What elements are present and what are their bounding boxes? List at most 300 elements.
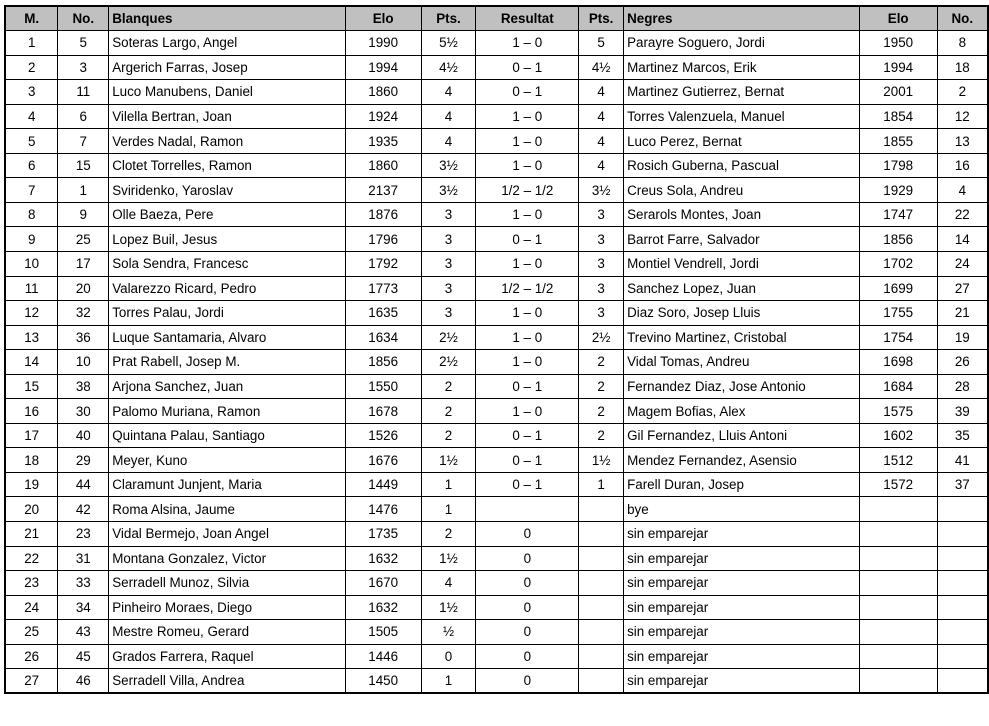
table-row: [5, 620, 988, 645]
black-number-cell: [937, 546, 988, 571]
white-elo-cell: 1994: [345, 55, 421, 80]
board-number-cell: 11: [5, 276, 58, 301]
black-number-cell: [937, 669, 988, 694]
result-cell: 1/2 – 1/2: [476, 276, 579, 301]
white-points-cell: 4: [421, 571, 476, 596]
white-number-cell: 38: [58, 374, 109, 399]
black-player-cell: Creus Sola, Andreu: [624, 178, 860, 203]
white-number-cell: 44: [58, 472, 109, 497]
black-points-cell: 2: [579, 399, 624, 424]
header-row: [5, 6, 988, 31]
table-row: [5, 399, 988, 424]
header-result: Resultat: [476, 6, 579, 31]
white-elo-cell: 1505: [345, 620, 421, 645]
white-player-cell: Quintana Palau, Santiago: [109, 423, 346, 448]
result-cell: 1 – 0: [476, 301, 579, 326]
white-number-cell: 6: [58, 104, 109, 129]
result-cell: 1 – 0: [476, 399, 579, 424]
black-points-cell: 1: [579, 472, 624, 497]
white-number-cell: 32: [58, 301, 109, 326]
white-points-cell: 3: [421, 202, 476, 227]
white-number-cell: 30: [58, 399, 109, 424]
black-points-cell: 1½: [579, 448, 624, 473]
white-elo-cell: 1526: [345, 423, 421, 448]
board-number-cell: 3: [5, 80, 58, 105]
white-number-cell: 40: [58, 423, 109, 448]
black-points-cell: [579, 546, 624, 571]
result-cell: 1/2 – 1/2: [476, 178, 579, 203]
white-number-cell: 23: [58, 521, 109, 546]
black-number-cell: 41: [937, 448, 988, 473]
result-cell: 0 – 1: [476, 227, 579, 252]
board-number-cell: 6: [5, 153, 58, 178]
header-no-white: No.: [58, 6, 109, 31]
black-points-cell: 4: [579, 104, 624, 129]
white-number-cell: 5: [58, 31, 109, 56]
black-number-cell: 14: [937, 227, 988, 252]
table-row: [5, 669, 988, 694]
white-points-cell: 1½: [421, 595, 476, 620]
black-player-cell: Fernandez Diaz, Jose Antonio: [624, 374, 860, 399]
header-elo-white: Elo: [345, 6, 421, 31]
board-number-cell: 2: [5, 55, 58, 80]
table-row: [5, 31, 988, 56]
black-elo-cell: [859, 521, 937, 546]
result-cell: 1 – 0: [476, 104, 579, 129]
header-elo-black: Elo: [859, 6, 937, 31]
result-cell: 1 – 0: [476, 251, 579, 276]
table-row: [5, 55, 988, 80]
white-elo-cell: 1735: [345, 521, 421, 546]
black-player-cell: bye: [624, 497, 860, 522]
result-cell: 1 – 0: [476, 31, 579, 56]
black-points-cell: 4: [579, 153, 624, 178]
black-number-cell: 16: [937, 153, 988, 178]
black-player-cell: Gil Fernandez, Lluis Antoni: [624, 423, 860, 448]
black-number-cell: 24: [937, 251, 988, 276]
white-player-cell: Sola Sendra, Francesc: [109, 251, 346, 276]
black-elo-cell: 1798: [859, 153, 937, 178]
white-elo-cell: 1990: [345, 31, 421, 56]
board-number-cell: 13: [5, 325, 58, 350]
black-points-cell: 2: [579, 374, 624, 399]
black-player-cell: Mendez Fernandez, Asensio: [624, 448, 860, 473]
table-row: [5, 350, 988, 375]
black-number-cell: [937, 571, 988, 596]
white-elo-cell: 1450: [345, 669, 421, 694]
black-points-cell: 4: [579, 129, 624, 154]
white-player-cell: Torres Palau, Jordi: [109, 301, 346, 326]
black-elo-cell: [859, 644, 937, 669]
white-number-cell: 43: [58, 620, 109, 645]
result-cell: 0 – 1: [476, 80, 579, 105]
table-row: [5, 448, 988, 473]
black-points-cell: 2½: [579, 325, 624, 350]
black-points-cell: 5: [579, 31, 624, 56]
black-player-cell: Magem Bofias, Alex: [624, 399, 860, 424]
black-number-cell: 8: [937, 31, 988, 56]
white-player-cell: Olle Baeza, Pere: [109, 202, 346, 227]
board-number-cell: 26: [5, 644, 58, 669]
black-elo-cell: 1684: [859, 374, 937, 399]
board-number-cell: 5: [5, 129, 58, 154]
black-number-cell: 13: [937, 129, 988, 154]
white-player-cell: Prat Rabell, Josep M.: [109, 350, 346, 375]
black-player-cell: Sanchez Lopez, Juan: [624, 276, 860, 301]
white-points-cell: 1½: [421, 448, 476, 473]
white-player-cell: Vidal Bermejo, Joan Angel: [109, 521, 346, 546]
black-number-cell: [937, 644, 988, 669]
black-points-cell: 2: [579, 350, 624, 375]
black-elo-cell: 1702: [859, 251, 937, 276]
white-elo-cell: 1632: [345, 546, 421, 571]
black-elo-cell: 1856: [859, 227, 937, 252]
white-elo-cell: 1860: [345, 153, 421, 178]
white-number-cell: 34: [58, 595, 109, 620]
white-player-cell: Montana Gonzalez, Victor: [109, 546, 346, 571]
black-player-cell: sin emparejar: [624, 571, 860, 596]
result-cell: 0 – 1: [476, 472, 579, 497]
board-number-cell: 16: [5, 399, 58, 424]
white-number-cell: 1: [58, 178, 109, 203]
white-elo-cell: 1670: [345, 571, 421, 596]
board-number-cell: 21: [5, 521, 58, 546]
black-number-cell: [937, 595, 988, 620]
board-number-cell: 19: [5, 472, 58, 497]
board-number-cell: 25: [5, 620, 58, 645]
white-elo-cell: 1796: [345, 227, 421, 252]
white-player-cell: Arjona Sanchez, Juan: [109, 374, 346, 399]
white-elo-cell: 1676: [345, 448, 421, 473]
black-elo-cell: 1950: [859, 31, 937, 56]
white-elo-cell: 1876: [345, 202, 421, 227]
black-points-cell: [579, 620, 624, 645]
board-number-cell: 4: [5, 104, 58, 129]
black-points-cell: 3: [579, 202, 624, 227]
black-elo-cell: 1698: [859, 350, 937, 375]
white-elo-cell: 1632: [345, 595, 421, 620]
result-cell: 1 – 0: [476, 325, 579, 350]
board-number-cell: 14: [5, 350, 58, 375]
board-number-cell: 9: [5, 227, 58, 252]
white-player-cell: Luco Manubens, Daniel: [109, 80, 346, 105]
table-row: [5, 129, 988, 154]
black-number-cell: 35: [937, 423, 988, 448]
white-elo-cell: 1792: [345, 251, 421, 276]
white-player-cell: Vilella Bertran, Joan: [109, 104, 346, 129]
white-elo-cell: 1635: [345, 301, 421, 326]
black-number-cell: 39: [937, 399, 988, 424]
black-elo-cell: [859, 595, 937, 620]
black-player-cell: Luco Perez, Bernat: [624, 129, 860, 154]
black-points-cell: 4½: [579, 55, 624, 80]
white-elo-cell: 1935: [345, 129, 421, 154]
result-cell: 0: [476, 644, 579, 669]
result-cell: [476, 497, 579, 522]
result-cell: 0: [476, 571, 579, 596]
table-row: [5, 521, 988, 546]
black-elo-cell: 1854: [859, 104, 937, 129]
black-elo-cell: 2001: [859, 80, 937, 105]
header-m: M.: [5, 6, 58, 31]
white-points-cell: 2: [421, 374, 476, 399]
white-player-cell: Meyer, Kuno: [109, 448, 346, 473]
black-number-cell: 19: [937, 325, 988, 350]
table-row: [5, 423, 988, 448]
white-points-cell: 1: [421, 497, 476, 522]
table-row: [5, 202, 988, 227]
black-number-cell: 37: [937, 472, 988, 497]
white-number-cell: 42: [58, 497, 109, 522]
table-row: [5, 104, 988, 129]
white-number-cell: 45: [58, 644, 109, 669]
table-row: [5, 644, 988, 669]
black-elo-cell: 1512: [859, 448, 937, 473]
white-points-cell: 2½: [421, 350, 476, 375]
white-number-cell: 11: [58, 80, 109, 105]
white-number-cell: 33: [58, 571, 109, 596]
white-player-cell: Valarezzo Ricard, Pedro: [109, 276, 346, 301]
result-cell: 0: [476, 546, 579, 571]
table-row: [5, 571, 988, 596]
black-number-cell: 22: [937, 202, 988, 227]
white-points-cell: 2½: [421, 325, 476, 350]
white-elo-cell: 1476: [345, 497, 421, 522]
black-points-cell: [579, 644, 624, 669]
white-player-cell: Sviridenko, Yaroslav: [109, 178, 346, 203]
table-row: [5, 301, 988, 326]
result-cell: 1 – 0: [476, 153, 579, 178]
black-player-cell: sin emparejar: [624, 546, 860, 571]
black-player-cell: Montiel Vendrell, Jordi: [624, 251, 860, 276]
black-elo-cell: 1572: [859, 472, 937, 497]
white-number-cell: 10: [58, 350, 109, 375]
white-elo-cell: 1856: [345, 350, 421, 375]
white-player-cell: Argerich Farras, Josep: [109, 55, 346, 80]
header-no-black: No.: [937, 6, 988, 31]
black-points-cell: 4: [579, 80, 624, 105]
result-cell: 0 – 1: [476, 448, 579, 473]
board-number-cell: 10: [5, 251, 58, 276]
white-number-cell: 17: [58, 251, 109, 276]
white-points-cell: 2: [421, 521, 476, 546]
board-number-cell: 22: [5, 546, 58, 571]
white-points-cell: 3: [421, 276, 476, 301]
table-row: [5, 227, 988, 252]
table-row: [5, 472, 988, 497]
table-row: [5, 80, 988, 105]
board-number-cell: 23: [5, 571, 58, 596]
black-elo-cell: 1755: [859, 301, 937, 326]
black-number-cell: 2: [937, 80, 988, 105]
table-row: [5, 251, 988, 276]
white-elo-cell: 1678: [345, 399, 421, 424]
board-number-cell: 15: [5, 374, 58, 399]
result-cell: 0: [476, 620, 579, 645]
white-number-cell: 20: [58, 276, 109, 301]
white-number-cell: 29: [58, 448, 109, 473]
white-player-cell: Mestre Romeu, Gerard: [109, 620, 346, 645]
black-points-cell: [579, 521, 624, 546]
white-number-cell: 31: [58, 546, 109, 571]
result-cell: 0 – 1: [476, 55, 579, 80]
black-number-cell: 26: [937, 350, 988, 375]
white-points-cell: ½: [421, 620, 476, 645]
white-player-cell: Clotet Torrelles, Ramon: [109, 153, 346, 178]
result-cell: 0 – 1: [476, 374, 579, 399]
white-elo-cell: 1773: [345, 276, 421, 301]
result-cell: 0: [476, 521, 579, 546]
board-number-cell: 12: [5, 301, 58, 326]
white-points-cell: 3: [421, 227, 476, 252]
white-elo-cell: 1446: [345, 644, 421, 669]
white-points-cell: 4: [421, 80, 476, 105]
board-number-cell: 7: [5, 178, 58, 203]
white-elo-cell: 1550: [345, 374, 421, 399]
white-player-cell: Verdes Nadal, Ramon: [109, 129, 346, 154]
black-player-cell: Rosich Guberna, Pascual: [624, 153, 860, 178]
table-row: [5, 325, 988, 350]
black-elo-cell: 1747: [859, 202, 937, 227]
black-number-cell: 27: [937, 276, 988, 301]
black-player-cell: sin emparejar: [624, 644, 860, 669]
white-player-cell: Luque Santamaria, Alvaro: [109, 325, 346, 350]
black-number-cell: 4: [937, 178, 988, 203]
header-white: Blanques: [109, 6, 346, 31]
black-elo-cell: 1602: [859, 423, 937, 448]
white-elo-cell: 2137: [345, 178, 421, 203]
white-player-cell: Grados Farrera, Raquel: [109, 644, 346, 669]
white-number-cell: 9: [58, 202, 109, 227]
black-player-cell: Serarols Montes, Joan: [624, 202, 860, 227]
white-elo-cell: 1634: [345, 325, 421, 350]
table-row: [5, 153, 988, 178]
black-elo-cell: 1855: [859, 129, 937, 154]
black-player-cell: Barrot Farre, Salvador: [624, 227, 860, 252]
black-elo-cell: [859, 669, 937, 694]
white-number-cell: 25: [58, 227, 109, 252]
white-points-cell: 1: [421, 472, 476, 497]
board-number-cell: 27: [5, 669, 58, 694]
black-number-cell: [937, 497, 988, 522]
white-points-cell: 0: [421, 644, 476, 669]
white-elo-cell: 1860: [345, 80, 421, 105]
result-cell: 1 – 0: [476, 202, 579, 227]
header-pts-black: Pts.: [579, 6, 624, 31]
black-player-cell: Torres Valenzuela, Manuel: [624, 104, 860, 129]
white-points-cell: 4½: [421, 55, 476, 80]
black-player-cell: sin emparejar: [624, 669, 860, 694]
black-elo-cell: 1929: [859, 178, 937, 203]
white-points-cell: 2: [421, 399, 476, 424]
black-points-cell: 3½: [579, 178, 624, 203]
white-points-cell: 1: [421, 669, 476, 694]
black-player-cell: Martinez Marcos, Erik: [624, 55, 860, 80]
white-points-cell: 3½: [421, 178, 476, 203]
white-number-cell: 46: [58, 669, 109, 694]
black-player-cell: sin emparejar: [624, 595, 860, 620]
black-player-cell: Martinez Gutierrez, Bernat: [624, 80, 860, 105]
board-number-cell: 8: [5, 202, 58, 227]
header-pts-white: Pts.: [421, 6, 476, 31]
white-points-cell: 4: [421, 104, 476, 129]
white-number-cell: 7: [58, 129, 109, 154]
board-number-cell: 1: [5, 31, 58, 56]
black-points-cell: [579, 497, 624, 522]
board-number-cell: 20: [5, 497, 58, 522]
black-elo-cell: [859, 620, 937, 645]
white-player-cell: Serradell Villa, Andrea: [109, 669, 346, 694]
black-elo-cell: 1754: [859, 325, 937, 350]
white-number-cell: 15: [58, 153, 109, 178]
table-row: [5, 595, 988, 620]
black-elo-cell: 1699: [859, 276, 937, 301]
table-row: [5, 374, 988, 399]
white-number-cell: 36: [58, 325, 109, 350]
black-player-cell: sin emparejar: [624, 521, 860, 546]
black-number-cell: [937, 521, 988, 546]
white-player-cell: Palomo Muriana, Ramon: [109, 399, 346, 424]
black-player-cell: Parayre Soguero, Jordi: [624, 31, 860, 56]
result-cell: 0 – 1: [476, 423, 579, 448]
table-row: [5, 497, 988, 522]
white-player-cell: Lopez Buil, Jesus: [109, 227, 346, 252]
black-points-cell: 3: [579, 227, 624, 252]
white-points-cell: 3: [421, 301, 476, 326]
black-number-cell: 12: [937, 104, 988, 129]
black-number-cell: 28: [937, 374, 988, 399]
white-points-cell: 5½: [421, 31, 476, 56]
white-player-cell: Claramunt Junjent, Maria: [109, 472, 346, 497]
black-player-cell: sin emparejar: [624, 620, 860, 645]
white-player-cell: Roma Alsina, Jaume: [109, 497, 346, 522]
board-number-cell: 18: [5, 448, 58, 473]
black-number-cell: 21: [937, 301, 988, 326]
black-points-cell: 3: [579, 251, 624, 276]
black-player-cell: Vidal Tomas, Andreu: [624, 350, 860, 375]
pairings-table: [4, 5, 989, 694]
black-points-cell: [579, 669, 624, 694]
black-player-cell: Diaz Soro, Josep Lluis: [624, 301, 860, 326]
board-number-cell: 17: [5, 423, 58, 448]
black-number-cell: 18: [937, 55, 988, 80]
table-row: [5, 178, 988, 203]
white-player-cell: Serradell Munoz, Silvia: [109, 571, 346, 596]
result-cell: 0: [476, 595, 579, 620]
table-row: [5, 546, 988, 571]
header-black: Negres: [624, 6, 860, 31]
black-points-cell: [579, 595, 624, 620]
black-number-cell: [937, 620, 988, 645]
black-points-cell: 2: [579, 423, 624, 448]
white-points-cell: 4: [421, 129, 476, 154]
white-points-cell: 3: [421, 251, 476, 276]
black-elo-cell: [859, 571, 937, 596]
black-elo-cell: [859, 546, 937, 571]
result-cell: 1 – 0: [476, 129, 579, 154]
result-cell: 1 – 0: [476, 350, 579, 375]
white-player-cell: Soteras Largo, Angel: [109, 31, 346, 56]
white-points-cell: 3½: [421, 153, 476, 178]
black-points-cell: 3: [579, 276, 624, 301]
white-player-cell: Pinheiro Moraes, Diego: [109, 595, 346, 620]
black-points-cell: [579, 571, 624, 596]
black-player-cell: Farell Duran, Josep: [624, 472, 860, 497]
result-cell: 0: [476, 669, 579, 694]
black-elo-cell: [859, 497, 937, 522]
white-elo-cell: 1924: [345, 104, 421, 129]
black-points-cell: 3: [579, 301, 624, 326]
